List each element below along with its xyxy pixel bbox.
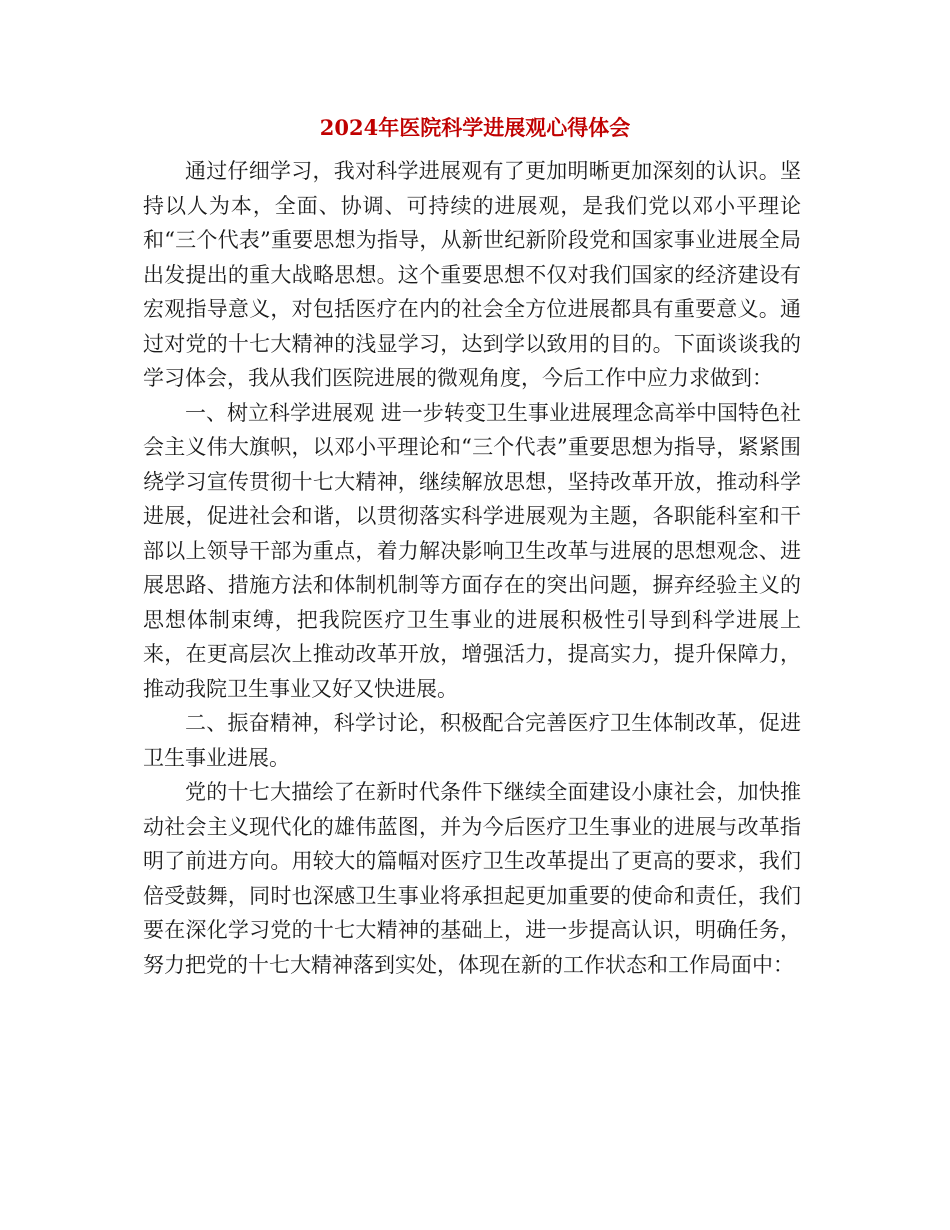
paragraph-section-two-body: 党的十七大描绘了在新时代条件下继续全面建设小康社会，加快推动社会主义现代化的雄伟蓝图，并为今后医疗卫生事业的进展与改革指明了前进方向。用较大的篇幅对医疗卫生改革提出了更高的要求，我们倍受鼓舞，同时也深感卫生事业将承担起更加重要的使命和责任，我们要在深化学习党的十七大精神的基础上，进一步提高认识，明确任务，努力把党的十七大精神落到实处，体现在新的工作状态和工作局面中： <box>143 780 801 977</box>
document-body <box>143 154 801 982</box>
paragraph-section-one: 一、树立科学进展观 进一步转变卫生事业进展理念高举中国特色社会主义伟大旗帜，以邓小平理论和“三个代表”重要思想为指导，紧紧围绕学习宣传贯彻十七大精神，继续解放思想，坚持改革开放，推动科学进展，促进社会和谐，以贯彻落实科学进展观为主题，各职能科室和干部以上领导干部为重点，着力解决影响卫生改革与进展的思想观念、进展思路、措施方法和体制机制等方面存在的突出问题，摒弃经验主义的思想体制束缚，把我院医疗卫生事业的进展积极性引导到科学进展上来，在更高层次上推动改革开放，增强活力，提高实力，提升保障力，推动我院卫生事业又好又快进展。 <box>143 400 801 701</box>
paragraph-section-two-heading: 二、振奋精神，科学讨论，积极配合完善医疗卫生体制改革，促进卫生事业进展。 <box>143 711 801 770</box>
document-title: 2024年医院科学进展观心得体会 <box>319 115 631 140</box>
paragraph-intro: 通过仔细学习，我对科学进展观有了更加明晰更加深刻的认识。坚持以人为本，全面、协调、可持续的进展观，是我们党以邓小平理论和“三个代表”重要思想为指导，从新世纪新阶段党和国家事业进展全局出发提出的重大战略思想。这个重要思想不仅对我们国家的经济建设有宏观指导意义，对包括医疗在内的社会全方位进展都具有重要意义。通过对党的十七大精神的浅显学习，达到学以致用的目的。下面谈谈我的学习体会，我从我们医院进展的微观角度，今后工作中应力求做到： <box>143 159 801 390</box>
